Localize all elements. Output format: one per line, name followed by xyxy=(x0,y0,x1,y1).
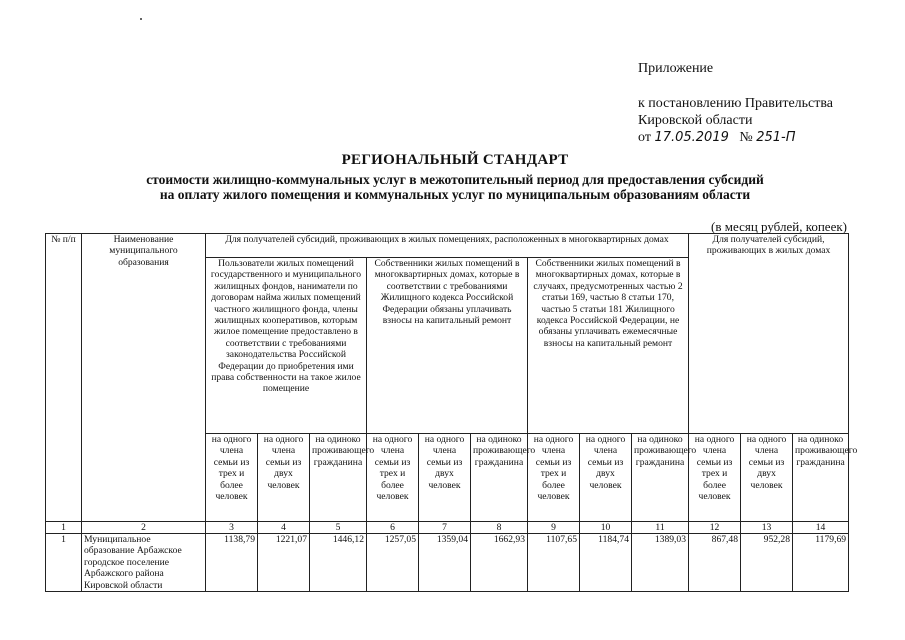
subtitle-line1: стоимости жилищно-коммунальных услуг в межотопительный период для предоставления субсидий xyxy=(146,172,764,187)
subheader-cell: на одиноко проживающего гражданина xyxy=(793,434,849,522)
column-number: 11 xyxy=(632,522,689,534)
date-prefix: от xyxy=(638,130,651,145)
header-num: № п/п xyxy=(46,234,82,522)
subheader-cell: на одного члена семьи из двух человек xyxy=(741,434,793,522)
appendix-title: Приложение xyxy=(638,61,714,76)
column-number: 13 xyxy=(741,522,793,534)
units-note: (в месяц рублей, копеек) xyxy=(711,219,847,234)
row-value: 1257,05 xyxy=(367,534,419,592)
column-number: 14 xyxy=(793,522,849,534)
column-number: 2 xyxy=(82,522,206,534)
row-value: 1221,07 xyxy=(258,534,310,592)
header-houses-group: Для получателей субсидий, проживающих в жилых домах xyxy=(689,234,849,434)
subheader-cell: на одиноко проживающего гражданина xyxy=(632,434,689,522)
subheader-cell: на одиноко проживающего гражданина xyxy=(310,434,367,522)
row-value: 1389,03 xyxy=(632,534,689,592)
subheader-cell: на одного члена семьи из двух человек xyxy=(580,434,632,522)
column-number: 8 xyxy=(471,522,528,534)
subheader-cell: на одного члена семьи из трех и более человек xyxy=(206,434,258,522)
row-value: 1662,93 xyxy=(471,534,528,592)
column-number: 9 xyxy=(528,522,580,534)
header-category-a: Пользователи жилых помещений государственного и муниципального жилищных фондов, наниматели по договорам найма жилых помещений частного жилищного фонда, члены жилищных кооперативов, которым жилое помещение предоставлено в соответствии с требованиями законодательства Российской Федерации до приобретения ими права собственности на такое жилое помещение xyxy=(206,258,367,434)
document-heading xyxy=(60,152,850,202)
number-prefix: № xyxy=(739,130,753,145)
table-row xyxy=(46,534,849,592)
subheader-cell: на одного члена семьи из трех и более человек xyxy=(528,434,580,522)
header-name: Наименование муниципального образования xyxy=(82,234,206,522)
subheader-cell: на одного члена семьи из двух человек xyxy=(258,434,310,522)
handwritten-date: 17.05.2019 xyxy=(654,130,729,145)
header-category-c: Собственники жилых помещений в многоквартирных домах, которые в случаях, предусмотренных частью 2 статьи 169, частью 8 статьи 170, частью 5 статьи 181 Жилищного кодекса Российской Федерации, не обязаны уплачивать ежемесячные взносы на капитальный ремонт xyxy=(528,258,689,434)
row-num: 1 xyxy=(46,534,82,592)
document-title: РЕГИОНАЛЬНЫЙ СТАНДАРТ xyxy=(341,152,569,168)
column-number: 1 xyxy=(46,522,82,534)
header-apartments-group: Для получателей субсидий, проживающих в жилых помещениях, расположенных в многоквартирных домах xyxy=(206,234,689,258)
subheader-cell: на одного члена семьи из двух человек xyxy=(419,434,471,522)
appendix-line1: к постановлению Правительства xyxy=(638,96,834,111)
handwritten-number: 251-П xyxy=(756,130,796,145)
row-value: 1179,69 xyxy=(793,534,849,592)
column-number: 7 xyxy=(419,522,471,534)
column-number: 5 xyxy=(310,522,367,534)
column-number: 12 xyxy=(689,522,741,534)
row-municipality: Муниципальное образование Арбажское городское поселение Арбажского района Кировской области xyxy=(82,534,206,592)
row-value: 1138,79 xyxy=(206,534,258,592)
row-value: 952,28 xyxy=(741,534,793,592)
subheader-cell: на одного члена семьи из трех и более человек xyxy=(689,434,741,522)
column-number: 4 xyxy=(258,522,310,534)
standard-table xyxy=(45,233,858,592)
subheader-cell: на одного члена семьи из трех и более человек xyxy=(367,434,419,522)
subtitle-line2: на оплату жилого помещения и коммунальных услуг по муниципальным образованиям области xyxy=(159,187,751,202)
appendix-block xyxy=(638,60,833,146)
row-value: 1107,65 xyxy=(528,534,580,592)
row-value: 1184,74 xyxy=(580,534,632,592)
header-category-b: Собственники жилых помещений в многоквартирных домах, которые в соответствии с требованиями Жилищного кодекса Российской Федерации обязаны уплачивать взносы на капитальный ремонт xyxy=(367,258,528,434)
speck xyxy=(140,18,142,20)
row-value: 867,48 xyxy=(689,534,741,592)
row-value: 1446,12 xyxy=(310,534,367,592)
subheader-cell: на одиноко проживающего гражданина xyxy=(471,434,528,522)
column-number: 6 xyxy=(367,522,419,534)
row-value: 1359,04 xyxy=(419,534,471,592)
appendix-date-line xyxy=(638,129,833,146)
appendix-line2: Кировской области xyxy=(638,113,753,128)
column-number: 10 xyxy=(580,522,632,534)
column-number: 3 xyxy=(206,522,258,534)
